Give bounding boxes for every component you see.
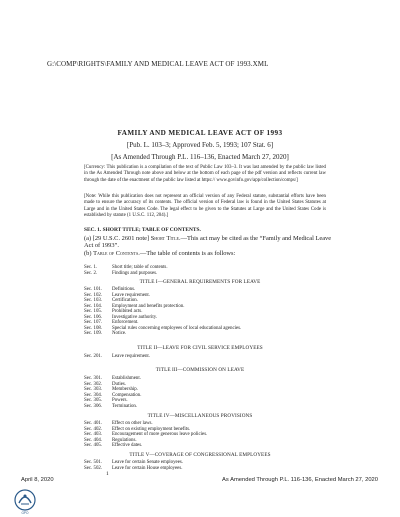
page-number: 1 — [106, 471, 109, 477]
toc-list-general — [84, 265, 334, 276]
toc-text: Employment and benefits protection. — [112, 303, 185, 309]
toc-text: Effect on existing employment benefits. — [112, 426, 191, 432]
toc-label: Sec. 403. — [84, 432, 103, 437]
toc-text: Membership. — [112, 387, 138, 392]
file-path: G:\COMP\RIGHTS\FAMILY AND MEDICAL LEAVE ACT OF 1993.XML — [47, 60, 269, 68]
toc-label: Sec. 502. — [84, 465, 103, 471]
toc-text: Prohibited acts. — [112, 309, 143, 314]
toc-text: Leave for certain Senate employees. — [112, 460, 184, 465]
toc-label: Sec. 101. — [84, 287, 103, 292]
toc-label: Sec. 306. — [84, 403, 103, 409]
toc-text: Special rules concerning employees of local educational agencies. — [112, 325, 242, 331]
toc-label: Sec. 402. — [84, 426, 103, 432]
title-v-heading: TITLE V—COVERAGE OF CONGRESSIONAL EMPLOYEES — [129, 452, 271, 458]
toc-label: Sec. 2. — [84, 270, 98, 276]
toc-text: Short title; table of contents. — [112, 265, 168, 270]
toc-text: Establishment. — [112, 376, 141, 381]
title-iii-heading: TITLE III—COMMISSION ON LEAVE — [155, 367, 245, 373]
toc-list-title-v — [84, 460, 334, 471]
toc-row — [84, 466, 334, 472]
public-law-citation: [Pub. L. 103–3; Approved Feb. 5, 1993; 107 Stat. 6] — [126, 141, 274, 149]
toc-label: Sec. 404. — [84, 437, 103, 443]
toc-row — [84, 271, 334, 277]
svg-text:GPO: GPO — [21, 511, 29, 515]
toc-row — [84, 404, 334, 410]
toc-text: Encouragement of more generous leave policies. — [112, 432, 208, 437]
toc-label: Sec. 302. — [84, 381, 103, 387]
paragraph-b-caption: Table of Contents. — [93, 250, 140, 257]
toc-row — [84, 354, 334, 360]
toc-text: Compensation. — [112, 392, 142, 398]
toc-label: Sec. 501. — [84, 460, 103, 465]
toc-text: Findings and purposes. — [112, 270, 158, 276]
toc-label: Sec. 1. — [84, 265, 98, 270]
paragraph-a-text: —This act may be cited as the “Family and Medical Leave Act of 1993”. — [84, 235, 332, 250]
toc-text: Regulations. — [112, 437, 137, 443]
toc-text: Duties. — [112, 381, 126, 387]
toc-text: Certification. — [112, 298, 138, 303]
toc-label: Sec. 201. — [84, 354, 103, 359]
toc-label: Sec. 303. — [84, 387, 103, 392]
amended-through-note: [As Amended Through P.L. 116–136, Enacted March 27, 2020] — [111, 153, 289, 161]
section-1-heading: SEC. 1. SHORT TITLE; TABLE OF CONTENTS. — [84, 227, 201, 233]
document-title: FAMILY AND MEDICAL LEAVE ACT OF 1993 — [117, 129, 283, 137]
toc-label: Sec. 102. — [84, 292, 103, 298]
toc-text: Termination. — [112, 403, 138, 409]
toc-row — [84, 443, 334, 449]
toc-label: Sec. 103. — [84, 298, 103, 303]
toc-list-title-iii — [84, 376, 334, 409]
title-i-heading: TITLE I—GENERAL REQUIREMENTS FOR LEAVE — [139, 279, 261, 285]
toc-text: Leave for certain House employees. — [112, 465, 183, 471]
toc-text: Leave requirement. — [112, 292, 151, 298]
toc-text: Effect on other laws. — [112, 421, 153, 426]
toc-text: Powers. — [112, 398, 128, 403]
currency-note: [Currency: This publication is a compilation of the text of Public Law 103–3. It was last amended by the public law listed in the As Amended Through note above and below at the bottom of each page of the pdf version and reflects current law through the date of the enactment of the public law listed at https:// www.govinfo.gov/app/collection/comps/] — [84, 165, 326, 183]
toc-label: Sec. 108. — [84, 325, 103, 331]
gpo-authenticated-logo — [8, 487, 42, 515]
toc-text: Definitions. — [112, 287, 136, 292]
toc-text: Effective dates. — [112, 443, 143, 448]
footer-date: April 8, 2020 — [21, 477, 54, 483]
toc-row — [84, 331, 334, 337]
toc-label: Sec. 301. — [84, 376, 103, 381]
toc-label: Sec. 104. — [84, 303, 103, 309]
title-iv-heading: TITLE IV—MISCELLANEOUS PROVISIONS — [147, 413, 253, 419]
toc-text: Notice. — [112, 331, 127, 336]
toc-text: Investigative authority. — [112, 314, 158, 320]
toc-list-title-iv — [84, 421, 334, 449]
paragraph-a-caption: Short Title. — [149, 235, 181, 242]
paragraph-b-prefix: (b) — [84, 250, 94, 257]
toc-list-title-ii — [84, 354, 334, 360]
toc-label: Sec. 401. — [84, 421, 103, 426]
toc-text: Leave requirement. — [112, 354, 151, 359]
footer-amended-note: As Amended Through P.L. 116-136, Enacted March 27, 2020 — [222, 477, 378, 483]
toc-list-title-i — [84, 287, 334, 337]
toc-label: Sec. 106. — [84, 314, 103, 320]
paragraph-b — [84, 250, 334, 257]
toc-label: Sec. 305. — [84, 398, 103, 403]
toc-label: Sec. 105. — [84, 309, 103, 314]
paragraph-b-text: —The table of contents is as follows: — [139, 250, 236, 257]
toc-label: Sec. 405. — [84, 443, 103, 448]
toc-text: Enforcement. — [112, 320, 139, 325]
toc-label: Sec. 304. — [84, 392, 103, 398]
paragraph-a — [84, 235, 334, 250]
paragraph-a-prefix: (a) — [84, 235, 93, 242]
toc-label: Sec. 107. — [84, 320, 103, 325]
toc-label: Sec. 109. — [84, 331, 103, 336]
title-ii-heading: TITLE II—LEAVE FOR CIVIL SERVICE EMPLOYEES — [137, 345, 263, 351]
legal-effect-note: [Note: While this publication does not represent an official version of any Federal statute, substantial efforts have been made to ensure the accuracy of its contents. The official version of Federal law is found in the United States Statutes at Large and in the United States Code. The legal effect to be given to the Statutes at Large and the United States Code is established by statute (1 U.S.C. 112, 204).] — [84, 194, 326, 219]
usc-citation: [29 U.S.C. 2601 note] — [92, 235, 150, 242]
